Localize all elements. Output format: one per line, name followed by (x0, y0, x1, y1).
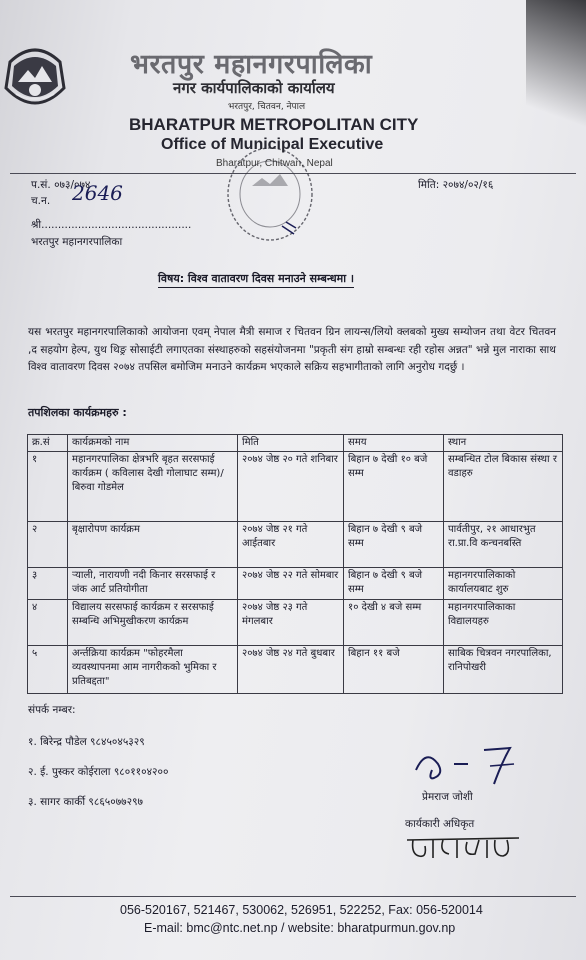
title-english: BHARATPUR METROPOLITAN CITY (129, 115, 419, 134)
cell-serial: ५ (28, 646, 68, 694)
header-venue: स्थान (444, 435, 563, 452)
signatory-name: प्रेमराज जोशी (422, 791, 473, 803)
handwritten-title-mark (403, 832, 523, 864)
letter-subject: विषय: विश्व वातावरण दिवस मनाउने सम्बन्धमा । (158, 271, 354, 288)
cell-serial: २ (28, 522, 68, 568)
table-row (28, 646, 563, 694)
address-english: Bharatpur, Chitwan, Nepal (216, 158, 333, 169)
cell-venue: साबिक चित्रवन नगरपालिका, रानिपोखरी (444, 646, 563, 694)
program-table (27, 434, 563, 694)
cell-program-name: अर्न्तक्रिया कार्यक्रम "फोहरमैला व्यवस्थापनमा आम नागरीकको भुमिका र प्रतिबद्दता" (68, 646, 238, 694)
table-header-row (28, 435, 563, 452)
cell-time: बिहान ७ देखी ९ बजे सम्म (344, 568, 444, 600)
letter-body: यस भरतपुर महानगरपालिकाको आयोजना एवम् नेपाल मैत्री समाज र चितवन ग्रिन लायन्स/लियो क्लबको मुख्य सम्योजन तथा वेटर चितवन ,द सहयोग हेल्प, युथ थिङ्र सोसाईटी लगाएतका संस्थाहरुको सहसंयोजनमा "प्रकृती संग हाम्रो सम्बन्धः रही रहोस अन्नत" भन्ने मुल नाराका साथ विश्व वातावरण दिवस २०७४ तपसिल बमोजिम मनाउने कार्यक्रम भएकाले सक्रिय सहभागीताको लागि अनुरोध गदर्छु । (28, 326, 556, 373)
contact-item: १. बिरेन्द्र पौडेल ९८४५०४५३२९ (28, 736, 145, 748)
cell-venue: पार्वतीपुर, २१ आधारभुत रा.प्रा.वि कन्चनबस्ति (444, 522, 563, 568)
cell-program-name: बृक्षारोपण कार्यक्रम (68, 522, 238, 568)
cell-time: बिहान ११ बजे (344, 646, 444, 694)
header-serial: क्र.सं (28, 435, 68, 452)
dispatch-number-handwritten: 2646 (72, 181, 123, 205)
contact-item: २. ई. पुस्कर कोईराला ९८०११०४२०० (28, 766, 169, 778)
subtitle-english: Office of Municipal Executive (161, 136, 384, 153)
reference-number: प.सं. ०७३/०७४ (31, 179, 91, 191)
cell-time: बिहान ७ देखी ९ बजे सम्म (344, 522, 444, 568)
contact-title: संपर्क नम्बर: (28, 704, 76, 716)
dispatch-label: च.न. (31, 195, 51, 207)
signatory-title: कार्यकारी अधिकृत (405, 818, 475, 830)
contact-item: ३. सागर कार्की ९८६५०७७२९७ (28, 796, 144, 808)
recipient-line: श्री............................................. (31, 219, 192, 231)
cell-date: २०७४ जेष्ठ २२ गते सोमबार (238, 568, 344, 600)
cell-serial: ३ (28, 568, 68, 600)
cell-venue: महानगरपालिकाका विद्यालयहरु (444, 600, 563, 646)
table-row (28, 522, 563, 568)
background-shadow (526, 0, 586, 160)
cell-serial: १ (28, 452, 68, 522)
header-date: मिति (238, 435, 344, 452)
header-time: समय (344, 435, 444, 452)
cell-program-name: र्‍याली, नारायणी नदी किनार सरसफाई र जंक आर्ट प्रतियोगीता (68, 568, 238, 600)
cell-venue: महानगरपालिकाको कार्यालयबाट शुरु (444, 568, 563, 600)
municipality-logo-icon (2, 42, 68, 114)
signature-mark (398, 740, 528, 790)
address-nepali: भरतपुर, चितवन, नेपाल (228, 102, 306, 112)
title-nepali: भरतपुर महानगरपालिका (130, 49, 373, 80)
cell-time: १० देखी ४ बजे सम्म (344, 600, 444, 646)
table-row (28, 568, 563, 600)
cell-program-name: महानगरपालिका क्षेत्रभरि बृहत सरसफाई कार्यक्रम ( कविलास देखी गोलाघाट सम्म)/ बिरुवा गोडमेल (68, 452, 238, 522)
subtitle-nepali: नगर कार्यपालिकाको कार्यालय (173, 79, 335, 97)
letter-date: मिति: २०७४/०२/१६ (418, 179, 494, 191)
table-row (28, 452, 563, 522)
program-list-title: तपशिलका कार्यक्रमहरु : (28, 406, 127, 419)
office-stamp (222, 142, 318, 246)
cell-date: २०७४ जेष्ठ २४ गते बुधबार (238, 646, 344, 694)
footer-divider (10, 896, 576, 897)
cell-program-name: विद्यालय सरसफाई कार्यक्रम र सरसफाई सम्बन्धि अभिमुखीकरण कार्यक्रम (68, 600, 238, 646)
cell-serial: ४ (28, 600, 68, 646)
cell-time: बिहान ७ देखी १० बजे सम्म (344, 452, 444, 522)
header-program-name: कार्यक्रमको नाम (68, 435, 238, 452)
cell-date: २०७४ जेष्ठ २३ गते मंगलबार (238, 600, 344, 646)
cell-date: २०७४ जेष्ठ २० गते शनिबार (238, 452, 344, 522)
table-row (28, 600, 563, 646)
footer-contact-numbers: 056-520167, 521467, 530062, 526951, 522252, Fax: 056-520014 (120, 903, 483, 917)
footer-email-website: E-mail: bmc@ntc.net.np / website: bharatpurmun.gov.np (144, 921, 456, 935)
cell-venue: सम्बन्धित टोल बिकास संस्था र वडाहरु (444, 452, 563, 522)
recipient-organization: भरतपुर महानगरपालिका (31, 236, 123, 248)
cell-date: २०७४ जेष्ठ २१ गते आईतबार (238, 522, 344, 568)
